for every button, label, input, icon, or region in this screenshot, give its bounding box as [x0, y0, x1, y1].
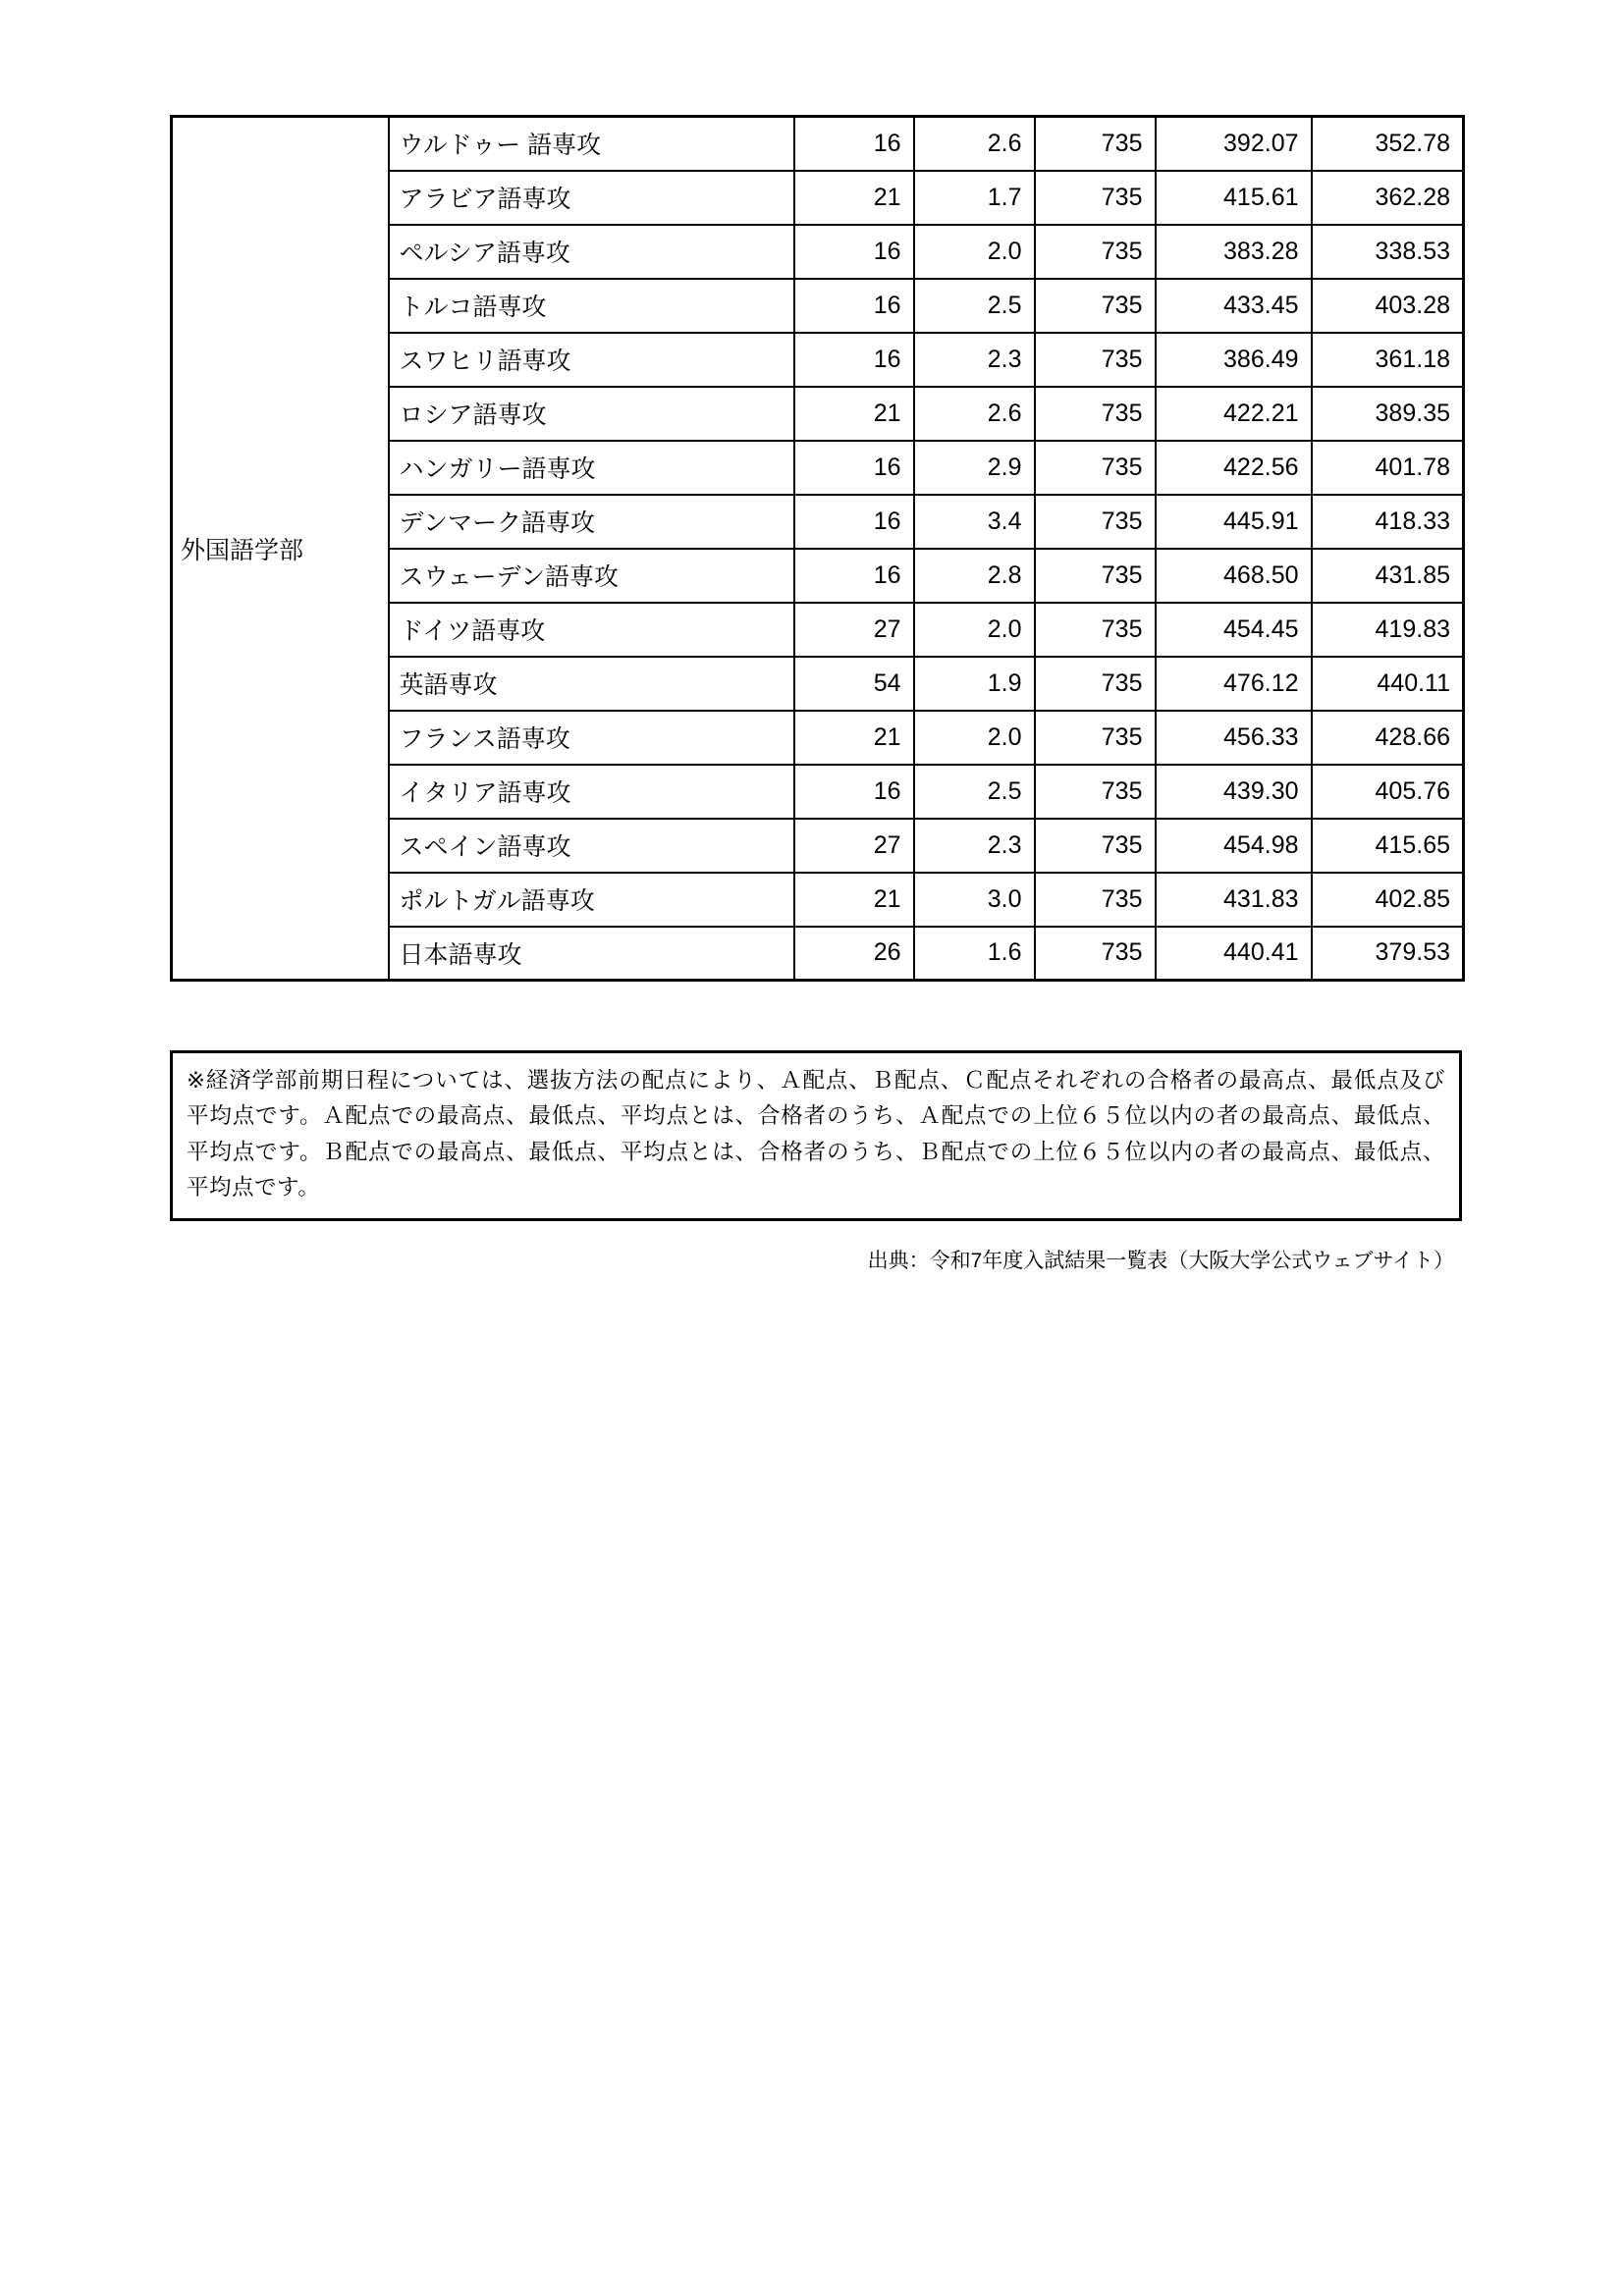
numeric-cell: 16 [794, 279, 914, 333]
numeric-cell: 445.91 [1156, 495, 1312, 549]
numeric-cell: 361.18 [1312, 333, 1464, 387]
numeric-cell: 16 [794, 117, 914, 171]
major-cell: スペイン語専攻 [389, 819, 794, 873]
major-cell: デンマーク語専攻 [389, 495, 794, 549]
major-cell: スウェーデン語専攻 [389, 549, 794, 603]
major-cell: ポルトガル語専攻 [389, 873, 794, 927]
numeric-cell: 735 [1035, 657, 1156, 711]
numeric-cell: 2.5 [914, 279, 1035, 333]
numeric-cell: 735 [1035, 333, 1156, 387]
numeric-cell: 386.49 [1156, 333, 1312, 387]
major-cell: ハンガリー語専攻 [389, 441, 794, 495]
numeric-cell: 735 [1035, 873, 1156, 927]
numeric-cell: 2.0 [914, 711, 1035, 765]
numeric-cell: 735 [1035, 279, 1156, 333]
numeric-cell: 2.5 [914, 765, 1035, 819]
major-cell: 英語専攻 [389, 657, 794, 711]
numeric-cell: 735 [1035, 765, 1156, 819]
source-line: 出典：令和7年度入試結果一覧表（大阪大学公式ウェブサイト） [867, 1250, 1454, 1272]
numeric-cell: 2.0 [914, 603, 1035, 657]
numeric-cell: 1.7 [914, 171, 1035, 225]
numeric-cell: 735 [1035, 495, 1156, 549]
numeric-cell: 338.53 [1312, 225, 1464, 279]
note-text: ※経済学部前期日程については、選抜方法の配点により、Ａ配点、Ｂ配点、Ｃ配点それぞれの合格者の最高点、最低点及び平均点です。Ａ配点での最高点、最低点、平均点とは、合格者のうち、Ａ配点での上位６５位以内の者の最高点、最低点、平均点です。Ｂ配点での最高点、最低点、平均点とは、合格者のうち、Ｂ配点での上位６５位以内の者の最高点、最低点、平均点です。 [187, 1068, 1445, 1201]
numeric-cell: 735 [1035, 171, 1156, 225]
numeric-cell: 403.28 [1312, 279, 1464, 333]
major-cell: イタリア語専攻 [389, 765, 794, 819]
numeric-cell: 26 [794, 927, 914, 981]
numeric-cell: 2.0 [914, 225, 1035, 279]
numeric-cell: 405.76 [1312, 765, 1464, 819]
numeric-cell: 415.65 [1312, 819, 1464, 873]
numeric-cell: 21 [794, 387, 914, 441]
numeric-cell: 1.6 [914, 927, 1035, 981]
note-box [170, 1050, 1462, 1221]
numeric-cell: 735 [1035, 819, 1156, 873]
numeric-cell: 379.53 [1312, 927, 1464, 981]
results-table [170, 115, 1465, 982]
numeric-cell: 21 [794, 171, 914, 225]
numeric-cell: 735 [1035, 603, 1156, 657]
numeric-cell: 440.11 [1312, 657, 1464, 711]
numeric-cell: 476.12 [1156, 657, 1312, 711]
numeric-cell: 735 [1035, 549, 1156, 603]
numeric-cell: 3.0 [914, 873, 1035, 927]
faculty-cell: 外国語学部 [172, 117, 389, 981]
numeric-cell: 2.8 [914, 549, 1035, 603]
major-cell: フランス語専攻 [389, 711, 794, 765]
major-cell: ロシア語専攻 [389, 387, 794, 441]
numeric-cell: 433.45 [1156, 279, 1312, 333]
numeric-cell: 402.85 [1312, 873, 1464, 927]
numeric-cell: 3.4 [914, 495, 1035, 549]
numeric-cell: 401.78 [1312, 441, 1464, 495]
numeric-cell: 415.61 [1156, 171, 1312, 225]
numeric-cell: 735 [1035, 117, 1156, 171]
numeric-cell: 454.98 [1156, 819, 1312, 873]
numeric-cell: 389.35 [1312, 387, 1464, 441]
numeric-cell: 54 [794, 657, 914, 711]
numeric-cell: 383.28 [1156, 225, 1312, 279]
numeric-cell: 431.83 [1156, 873, 1312, 927]
numeric-cell: 2.9 [914, 441, 1035, 495]
numeric-cell: 428.66 [1312, 711, 1464, 765]
numeric-cell: 392.07 [1156, 117, 1312, 171]
numeric-cell: 422.21 [1156, 387, 1312, 441]
major-cell: スワヒリ語専攻 [389, 333, 794, 387]
numeric-cell: 456.33 [1156, 711, 1312, 765]
numeric-cell: 2.6 [914, 117, 1035, 171]
numeric-cell: 2.6 [914, 387, 1035, 441]
numeric-cell: 16 [794, 765, 914, 819]
numeric-cell: 27 [794, 603, 914, 657]
numeric-cell: 362.28 [1312, 171, 1464, 225]
numeric-cell: 21 [794, 711, 914, 765]
numeric-cell: 2.3 [914, 819, 1035, 873]
numeric-cell: 352.78 [1312, 117, 1464, 171]
numeric-cell: 16 [794, 549, 914, 603]
numeric-cell: 440.41 [1156, 927, 1312, 981]
numeric-cell: 454.45 [1156, 603, 1312, 657]
numeric-cell: 422.56 [1156, 441, 1312, 495]
numeric-cell: 419.83 [1312, 603, 1464, 657]
major-cell: 日本語専攻 [389, 927, 794, 981]
numeric-cell: 735 [1035, 711, 1156, 765]
numeric-cell: 735 [1035, 225, 1156, 279]
numeric-cell: 431.85 [1312, 549, 1464, 603]
major-cell: トルコ語専攻 [389, 279, 794, 333]
major-cell: アラビア語専攻 [389, 171, 794, 225]
numeric-cell: 16 [794, 333, 914, 387]
numeric-cell: 1.9 [914, 657, 1035, 711]
table-row [172, 117, 1464, 171]
major-cell: ドイツ語専攻 [389, 603, 794, 657]
numeric-cell: 735 [1035, 927, 1156, 981]
major-cell: ペルシア語専攻 [389, 225, 794, 279]
numeric-cell: 16 [794, 225, 914, 279]
numeric-cell: 27 [794, 819, 914, 873]
major-cell: ウルドゥー 語専攻 [389, 117, 794, 171]
numeric-cell: 21 [794, 873, 914, 927]
numeric-cell: 439.30 [1156, 765, 1312, 819]
numeric-cell: 16 [794, 441, 914, 495]
numeric-cell: 468.50 [1156, 549, 1312, 603]
numeric-cell: 418.33 [1312, 495, 1464, 549]
numeric-cell: 735 [1035, 441, 1156, 495]
numeric-cell: 16 [794, 495, 914, 549]
numeric-cell: 2.3 [914, 333, 1035, 387]
numeric-cell: 735 [1035, 387, 1156, 441]
